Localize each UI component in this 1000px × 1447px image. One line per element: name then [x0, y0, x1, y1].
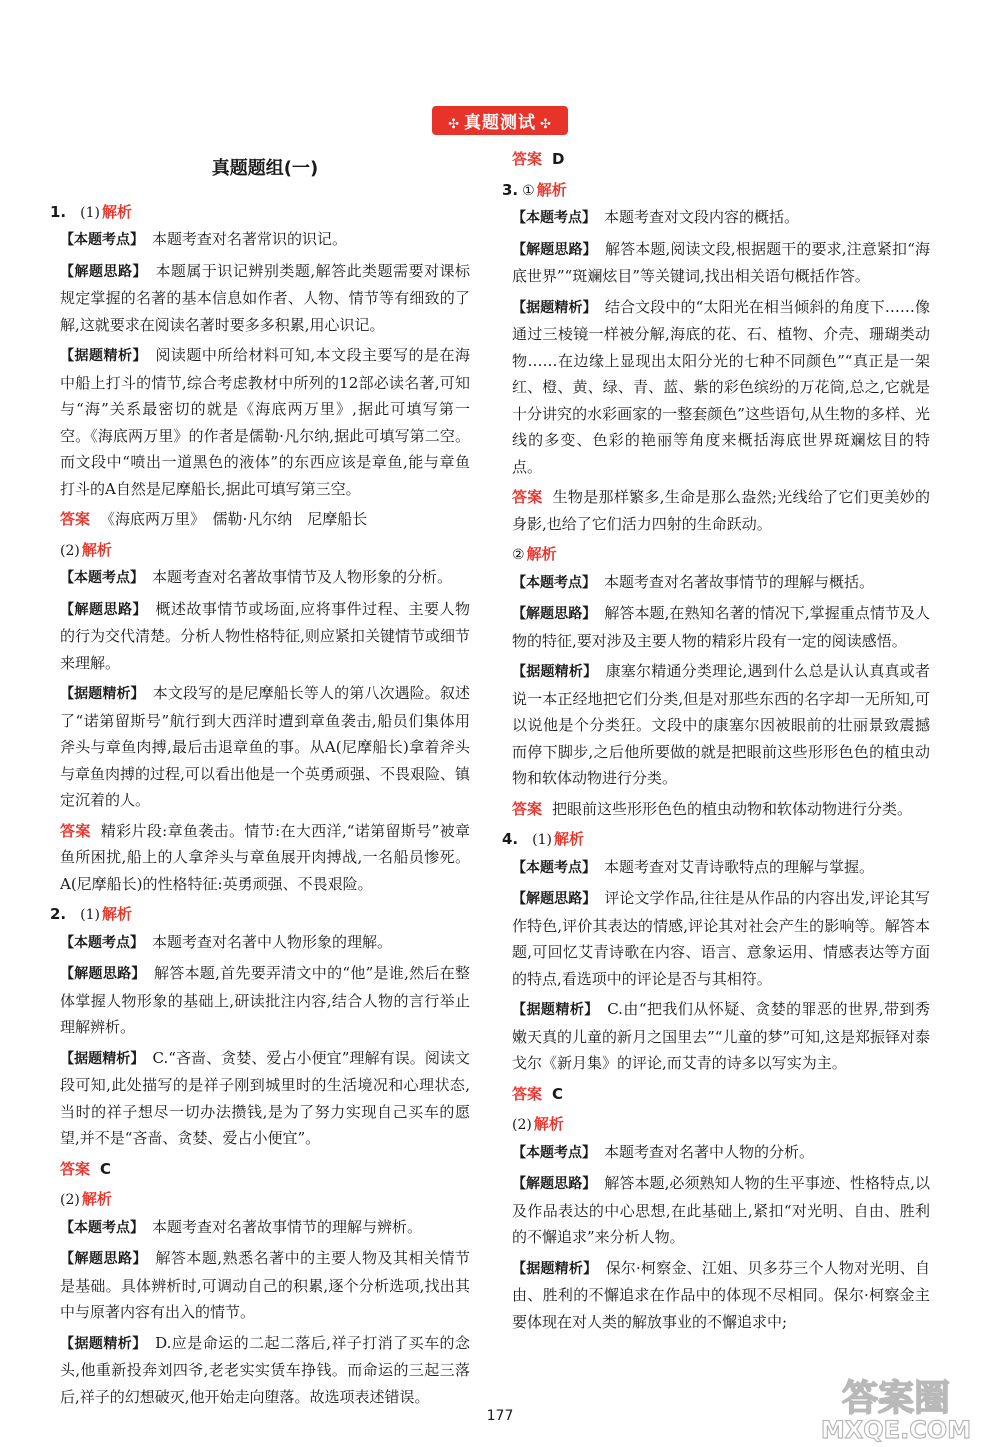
sub-number: ①: [522, 182, 535, 199]
kaodian-entry: 【本题考点】 本题考查对名著故事情节的理解与辨析。: [60, 1217, 423, 1236]
question-number: 2.: [50, 905, 67, 923]
jiexi-label: 解析: [81, 1190, 112, 1208]
kaodian-entry: 【本题考点】 本题考查对艾青诗歌特点的理解与掌握。: [512, 857, 875, 876]
answer-entry: 答案 D: [512, 150, 565, 168]
answer-entry: 答案 《海底两万里》 儒勒·凡尔纳 尼摩船长: [60, 510, 368, 528]
sparkle-icon: ✣: [448, 117, 460, 132]
answer-entry: 答案 C: [60, 1159, 112, 1178]
question-2-part-2-header: [60, 1186, 470, 1214]
answer-label: 答案: [512, 150, 543, 168]
jiexi-label: 解析: [81, 540, 112, 559]
question-4-part-1-header: [502, 826, 930, 854]
kaodian-entry: 【本题考点】 本题考查对名著故事情节及人物形象的分析。: [60, 568, 453, 586]
silu-entry: 【解题思路】 解答本题,阅读文段,根据题干的要求,注意紧扣“海底世界”“斑斓炫目”等关键词,找出相关语句概括作答。: [512, 239, 930, 285]
answer-label: 答案: [60, 510, 91, 528]
question-number: 3.: [502, 180, 519, 199]
section-banner: [432, 106, 568, 135]
sub-number: (2): [60, 542, 80, 559]
question-1-part-2-header: [60, 537, 470, 565]
jingxi-entry: 【据题精析】 本文段写的是尼摩船长等人的第八次遇险。叙述了“诺第留斯号”航行到大西洋时遭到章鱼袭击,船员们集体用斧头与章鱼肉搏,最后击退章鱼的事。从A(尼摩船长)拿着斧头与章鱼肉搏的过程,可以看出他是一个英勇顽强、不畏艰险、镇定沉着的人。: [60, 684, 470, 809]
question-3-part-1-header: [502, 177, 930, 205]
jingxi-entry: 【据题精析】 阅读题中所给材料可知,本文段主要写的是在海中船上打斗的情节,综合考虑教材中所列的12部必读名著,可知与“海”关系最密切的就是《海底两万里》,据此可填写第一空。《海底两万里》的作者是儒勒·凡尔纳,据此可填写第二空。而文段中“喷出一道黑色的液体”的东西应该是章鱼,能与章鱼打斗的A自然是尼摩船长,据此可填写第三空。: [60, 346, 470, 498]
jingxi-entry: 【据题精析】 保尔·柯察金、江姐、贝多芬三个人物对光明、自由、胜利的不懈追求在作品中的体现不尽相同。保尔·柯察金主要体现在对人类的解放事业的不懈追求中;: [512, 1258, 931, 1331]
left-column: [50, 150, 470, 1414]
kaodian-entry: 【本题考点】 本题考查对名著中人物形象的理解。: [60, 932, 393, 951]
answer-label: 答案: [60, 821, 91, 840]
kaodian-entry: 【本题考点】 本题考查对文段内容的概括。: [512, 208, 800, 226]
jiexi-label: 解析: [526, 545, 557, 563]
question-3-part-2-header: [512, 541, 930, 569]
jiexi-label: 解析: [101, 905, 132, 923]
answer-label: 答案: [512, 1084, 543, 1103]
sub-number: (2): [512, 1117, 532, 1133]
silu-entry: 【解题思路】 解答本题,在熟知名著的情况下,掌握重点情节及人物的特征,要对涉及主要人物的精彩片段有一定的阅读感悟。: [512, 604, 931, 650]
answer-entry: 答案 把眼前这些形形色色的植虫动物和软体动物进行分类。: [512, 799, 913, 818]
watermark-logo: [796, 1372, 996, 1444]
silu-entry: 【解题思路】 解答本题,熟悉名著中的主要人物及其相关情节是基础。具体辨析时,可调动自己的积累,逐个分析选项,找出其中与原著内容有出入的情节。: [60, 1249, 470, 1321]
silu-entry: 【解题思路】 评论文学作品,往往是从作品的内容出发,评论其写作特色,评价其表达的情感,评论其对社会产生的影响等。解答本题,可回忆艾青诗歌在内容、语言、意象运用、情感表达等方面的特点,看选项中的评论是否与其相符。: [512, 889, 931, 988]
jingxi-entry: 【据题精析】 结合文段中的“太阳光在相当倾斜的角度下……像通过三棱镜一样被分解,海底的花、石、植物、介壳、珊瑚类动物……在边缘上显现出太阳分光的七种不同颜色”“真正是一架红、橙、黄、绿、青、蓝、紫的彩色缤纷的万花筒,总之,它就是十分讲究的水彩画家的一整套颜色”这些语句,从生物的多样、光线的多变、色彩的艳丽等角度来概括海底世界斑斓炫目的特点。: [512, 297, 930, 476]
question-number: 4.: [502, 830, 519, 848]
silu-entry: 【解题思路】 解答本题,必须熟知人物的生平事迹、性格特点,以及作品表达的中心思想,在此基础上,紧扣“对光明、自由、胜利的不懈追求”来分析人物。: [512, 1174, 931, 1246]
silu-entry: 【解题思路】 概述故事情节或场面,应将事件过程、主要人物的行为交代清楚。分析人物性格特征,则应紧扣关键情节或细节来理解。: [60, 599, 470, 672]
silu-entry: 【解题思路】 本题属于识记辨别类题,解答此类题需要对课标规定掌握的名著的基本信息如作者、人物、情节等有细致的了解,这就要求在阅读名著时要多多积累,用心识记。: [60, 261, 470, 334]
jingxi-entry: 【据题精析】 D.应是命运的二起二落后,祥子打消了买车的念头,他重新投奔刘四爷,老老实实赁车挣钱。而命运的三起三落后,祥子的幻想破灭,他开始走向堕落。故选项表述错误。: [60, 1333, 470, 1406]
jingxi-entry: 【据题精析】 C.“吝啬、贪婪、爱占小便宜”理解有误。阅读文段可知,此处描写的是祥子刚到城里时的生活境况和心理状态,当时的祥子想尽一切办法攒钱,是为了努力实现自己买车的愿望,并不是“吝啬、贪婪、爱占小便宜”。: [60, 1048, 470, 1147]
jiexi-label: 解析: [533, 1115, 564, 1133]
silu-entry: 【解题思路】 解答本题,首先要弄清文中的“他”是谁,然后在整体掌握人物形象的基础上,研读批注内容,结合人物的言行举止理解辨析。: [60, 964, 470, 1036]
answer-entry: 答案 精彩片段:章鱼袭击。情节:在大西洋,“诺第留斯号”被章鱼所困扰,船上的人拿斧头与章鱼展开肉搏战,一名船员惨死。A(尼摩船长)的性格特征:英勇顽强、不畏艰险。: [60, 821, 470, 893]
banner-title: 真题测试: [464, 113, 536, 133]
question-4-part-2-header: [512, 1111, 930, 1139]
sparkle-icon: ✣: [540, 117, 552, 132]
answer-label: 答案: [60, 1159, 91, 1178]
sub-number: (1): [532, 832, 552, 848]
watermark-url: MXQE.COM: [820, 1416, 972, 1444]
group-title: 真题题组(一): [211, 158, 319, 179]
question-2-part-1-header: [50, 901, 470, 929]
jiexi-label: 解析: [536, 180, 567, 199]
jingxi-entry: 【据题精析】 C.由“把我们从怀疑、贪婪的罪恶的世界,带到秀嫩天真的儿童的新月之国里去”“儿童的梦”可知,这是郑振铎对泰戈尔《新月集》的评论,而艾青的诗多以写实为主。: [512, 1000, 930, 1072]
jiexi-label: 解析: [101, 202, 132, 221]
answer-label: 答案: [512, 799, 543, 818]
sub-number: (1): [80, 204, 100, 221]
jiexi-label: 解析: [553, 830, 584, 848]
kaodian-entry: 【本题考点】 本题考查对名著中人物的分析。: [512, 1142, 815, 1161]
jingxi-entry: 【据题精析】 康塞尔精通分类理论,遇到什么总是认认真真或者说一本正经地把它们分类,但是对那些东西的名字却一无所知,可以说他是个分类狂。文段中的康塞尔因被眼前的壮丽景致震撼而停下脚步,之后他所要做的就是把眼前这些形形色色的植虫动物和软体动物进行分类。: [512, 662, 931, 787]
kaodian-entry: 【本题考点】 本题考查对名著故事情节的理解与概括。: [512, 572, 875, 591]
question-number: 1.: [50, 202, 67, 221]
sub-number: ②: [512, 547, 525, 563]
section-banner-wrap: [0, 106, 1000, 135]
right-column: [502, 146, 931, 1339]
answer-entry: 答案 C: [512, 1084, 564, 1103]
answer-entry: 答案 生物是那样繁多,生命是那么盎然;光线给了它们更美妙的身影,也给了它们活力四射的生命跃动。: [512, 488, 930, 533]
answer-label: 答案: [512, 488, 543, 506]
question-1-part-1-header: [50, 199, 470, 227]
kaodian-entry: 【本题考点】 本题考查对名著常识的识记。: [60, 230, 348, 248]
watermark-text: 答案圈: [841, 1378, 951, 1419]
page-number: 177: [486, 1408, 514, 1424]
sub-number: (2): [60, 1192, 80, 1208]
sub-number: (1): [80, 907, 100, 923]
